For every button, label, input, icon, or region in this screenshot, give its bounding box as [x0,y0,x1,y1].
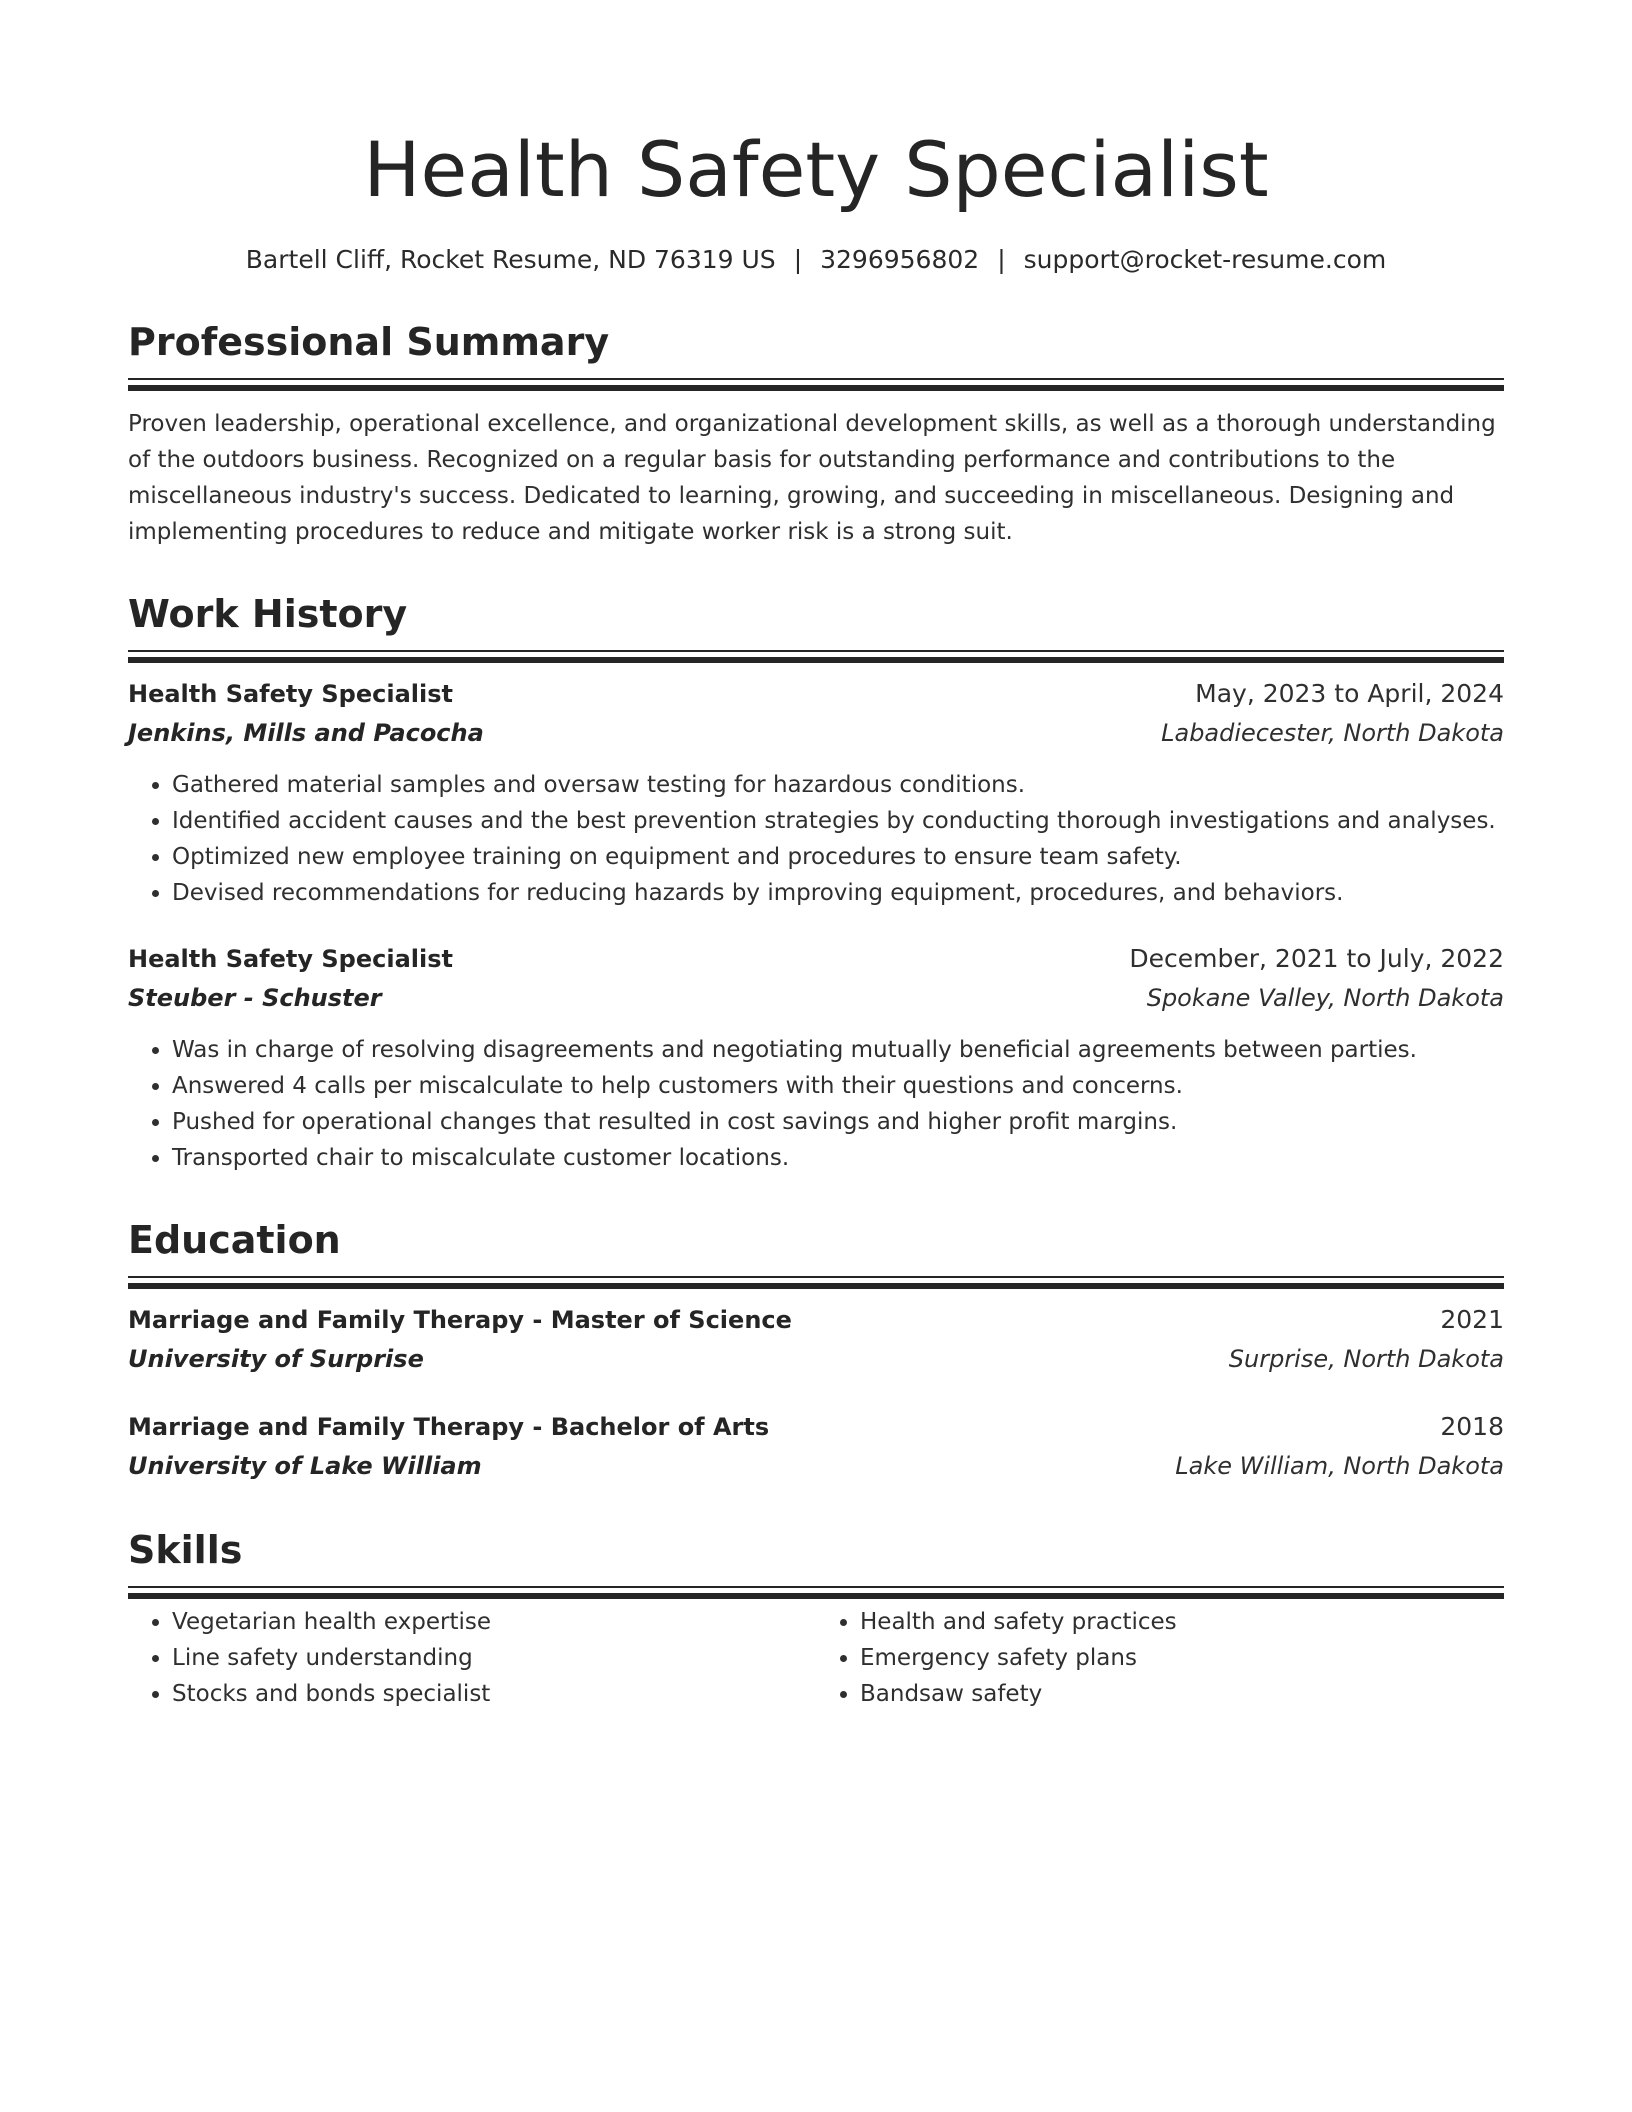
job-location: Spokane Valley, North Dakota [1146,984,1504,1012]
summary-section [128,318,1504,550]
section-title-summary: Professional Summary [128,320,610,364]
contact-email[interactable]: support@rocket-resume.com [1023,245,1387,274]
list-item: • Identified accident causes and the best prevention strategies by conducting thorough investigations and analyses. [172,803,1504,839]
section-divider [128,650,1504,652]
job-company: Steuber - Schuster [128,984,382,1012]
list-item: • Emergency safety plans [860,1640,1504,1676]
section-title-work: Work History [128,592,408,636]
job-dates: May, 2023 to April, 2024 [1195,679,1504,708]
section-divider [128,1586,1504,1588]
skills-left-list [128,1604,816,1712]
list-item: • Line safety understanding [172,1640,816,1676]
section-divider [128,378,1504,380]
section-title-education: Education [128,1218,341,1262]
education-entry [128,1300,1504,1379]
list-item: • Stocks and bonds specialist [172,1676,816,1712]
job-entry [128,674,1504,911]
education-location: Lake William, North Dakota [1175,1452,1504,1480]
list-item: • Bandsaw safety [860,1676,1504,1712]
summary-text: Proven leadership, operational excellence, and organizational development skills, as well as a thorough understanding of the outdoors business. Recognized on a regular basis for outstanding performance and contributions to the miscellaneous industry's success. Dedicated to learning, growing, and succeeding in miscellaneous. Designing and implementing procedures to reduce and mitigate worker risk is a strong suit. [128,411,1496,545]
contact-separator: | [793,245,803,274]
contact-address: Bartell Cliff, Rocket Resume, ND 76319 US [245,245,776,274]
work-history-section [128,590,1504,1176]
education-section [128,1216,1504,1486]
job-dates: December, 2021 to July, 2022 [1129,944,1504,973]
list-item: • Answered 4 calls per miscalculate to help customers with their questions and concerns. [172,1068,1504,1104]
job-bullets [128,1032,1504,1176]
section-title-skills: Skills [128,1528,243,1572]
skills-columns [128,1604,1504,1712]
education-year: 2018 [1440,1412,1504,1441]
list-item: • Gathered material samples and oversaw testing for hazardous conditions. [172,767,1504,803]
job-entry [128,939,1504,1176]
education-year: 2021 [1440,1305,1504,1334]
list-item: • Health and safety practices [860,1604,1504,1640]
education-location: Surprise, North Dakota [1228,1345,1504,1373]
education-degree: Marriage and Family Therapy - Bachelor of Arts [128,1413,770,1441]
list-item: • Pushed for operational changes that resulted in cost savings and higher profit margins. [172,1104,1504,1140]
list-item: • Vegetarian health expertise [172,1604,816,1640]
contact-separator: | [997,245,1006,274]
job-position: Health Safety Specialist [128,680,453,708]
skills-section [128,1526,1504,1712]
education-degree: Marriage and Family Therapy - Master of Science [128,1306,792,1334]
education-school: University of Lake William [128,1452,482,1480]
contact-phone: 3296956802 [820,245,980,274]
education-school: University of Surprise [128,1345,424,1373]
skills-right-list [816,1604,1504,1712]
section-divider [128,1276,1504,1278]
list-item: • Transported chair to miscalculate customer locations. [172,1140,1504,1176]
job-location: Labadiecester, North Dakota [1161,719,1504,747]
job-bullets [128,767,1504,911]
education-entry [128,1407,1504,1486]
resume-name: Health Safety Specialist [363,125,1269,214]
job-company: Jenkins, Mills and Pacocha [128,719,484,747]
list-item: • Devised recommendations for reducing hazards by improving equipment, procedures, and behaviors. [172,875,1504,911]
contact-line [128,244,1504,276]
list-item: • Was in charge of resolving disagreements and negotiating mutually beneficial agreements between parties. [172,1032,1504,1068]
list-item: • Optimized new employee training on equipment and procedures to ensure team safety. [172,839,1504,875]
job-position: Health Safety Specialist [128,945,453,973]
